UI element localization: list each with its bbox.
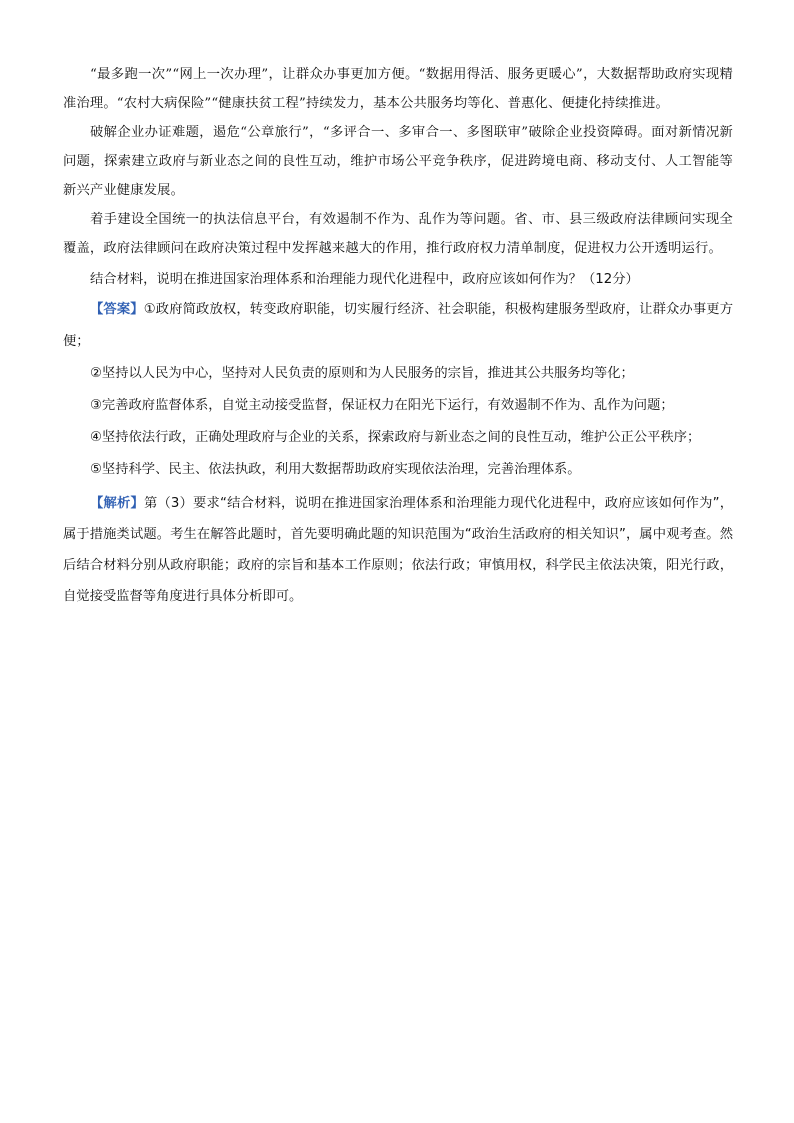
answer-item bbox=[63, 294, 733, 358]
material-section bbox=[63, 60, 733, 263]
material-paragraph: “最多跑一次”“网上一次办理”，让群众办事更加方便。“数据用得活、服务更暖心”，大数据帮助政府实现精准治理。“农村大病保险”“健康扶贫工程”持续发力，基本公共服务均等化、普惠化、便捷化持续推进。 bbox=[63, 67, 733, 111]
analysis-tag: 【解析】 bbox=[90, 496, 144, 511]
material-paragraph: 破解企业办证难题，遏危“公章旅行”，“多评合一、多审合一、多图联审”破除企业投资障碍。面对新情况新问题，探索建立政府与新业态之间的良性互动，维护市场公平竞争秩序，促进跨境电商、移动支付、人工智能等新兴产业健康发展。 bbox=[63, 125, 733, 198]
analysis-paragraph bbox=[63, 488, 733, 612]
question-text: 结合材料，说明在推进国家治理体系和治理能力现代化进程中，政府应该如何作为？（12分） bbox=[90, 272, 639, 287]
answer-tag: 【答案】 bbox=[90, 302, 144, 317]
answer-item-text: ①政府简政放权，转变政府职能，切实履行经济、社会职能，积极构建服务型政府，让群众办事更方便； bbox=[63, 302, 734, 349]
analysis-section bbox=[63, 488, 733, 612]
answer-item: ②坚持以人民为中心，坚持对人民负责的原则和为人民服务的宗旨，推进其公共服务均等化； bbox=[90, 366, 634, 381]
answer-item: ④坚持依法行政，正确处理政府与企业的关系，探索政府与新业态之间的良性互动，维护公正公平秩序； bbox=[90, 430, 701, 445]
document-content bbox=[63, 60, 733, 612]
analysis-text: 第（3）要求“结合材料，说明在推进国家治理体系和治理能力现代化进程中，政府应该如何作为”，属于措施类试题。考生在解答此题时，首先要明确此题的知识范围为“政治生活政府的相关知识”，属中观考查。然后结合材料分别从政府职能；政府的宗旨和基本工作原则；依法行政；审慎用权，科学民主依法决策，阳光行政，自觉接受监督等角度进行具体分析即可。 bbox=[63, 496, 733, 604]
material-paragraph: 着手建设全国统一的执法信息平台，有效遏制不作为、乱作为等问题。省、市、县三级政府法律顾问实现全覆盖，政府法律顾问在政府决策过程中发挥越来越大的作用，推行政府权力清单制度，促进权力公开透明运行。 bbox=[63, 212, 733, 256]
answer-item: ③完善政府监督体系，自觉主动接受监督，保证权力在阳光下运行，有效遏制不作为、乱作为问题； bbox=[90, 398, 674, 413]
answer-section bbox=[63, 294, 733, 486]
answer-item: ⑤坚持科学、民主、依法执政，利用大数据帮助政府实现依法治理，完善治理体系。 bbox=[90, 462, 581, 477]
